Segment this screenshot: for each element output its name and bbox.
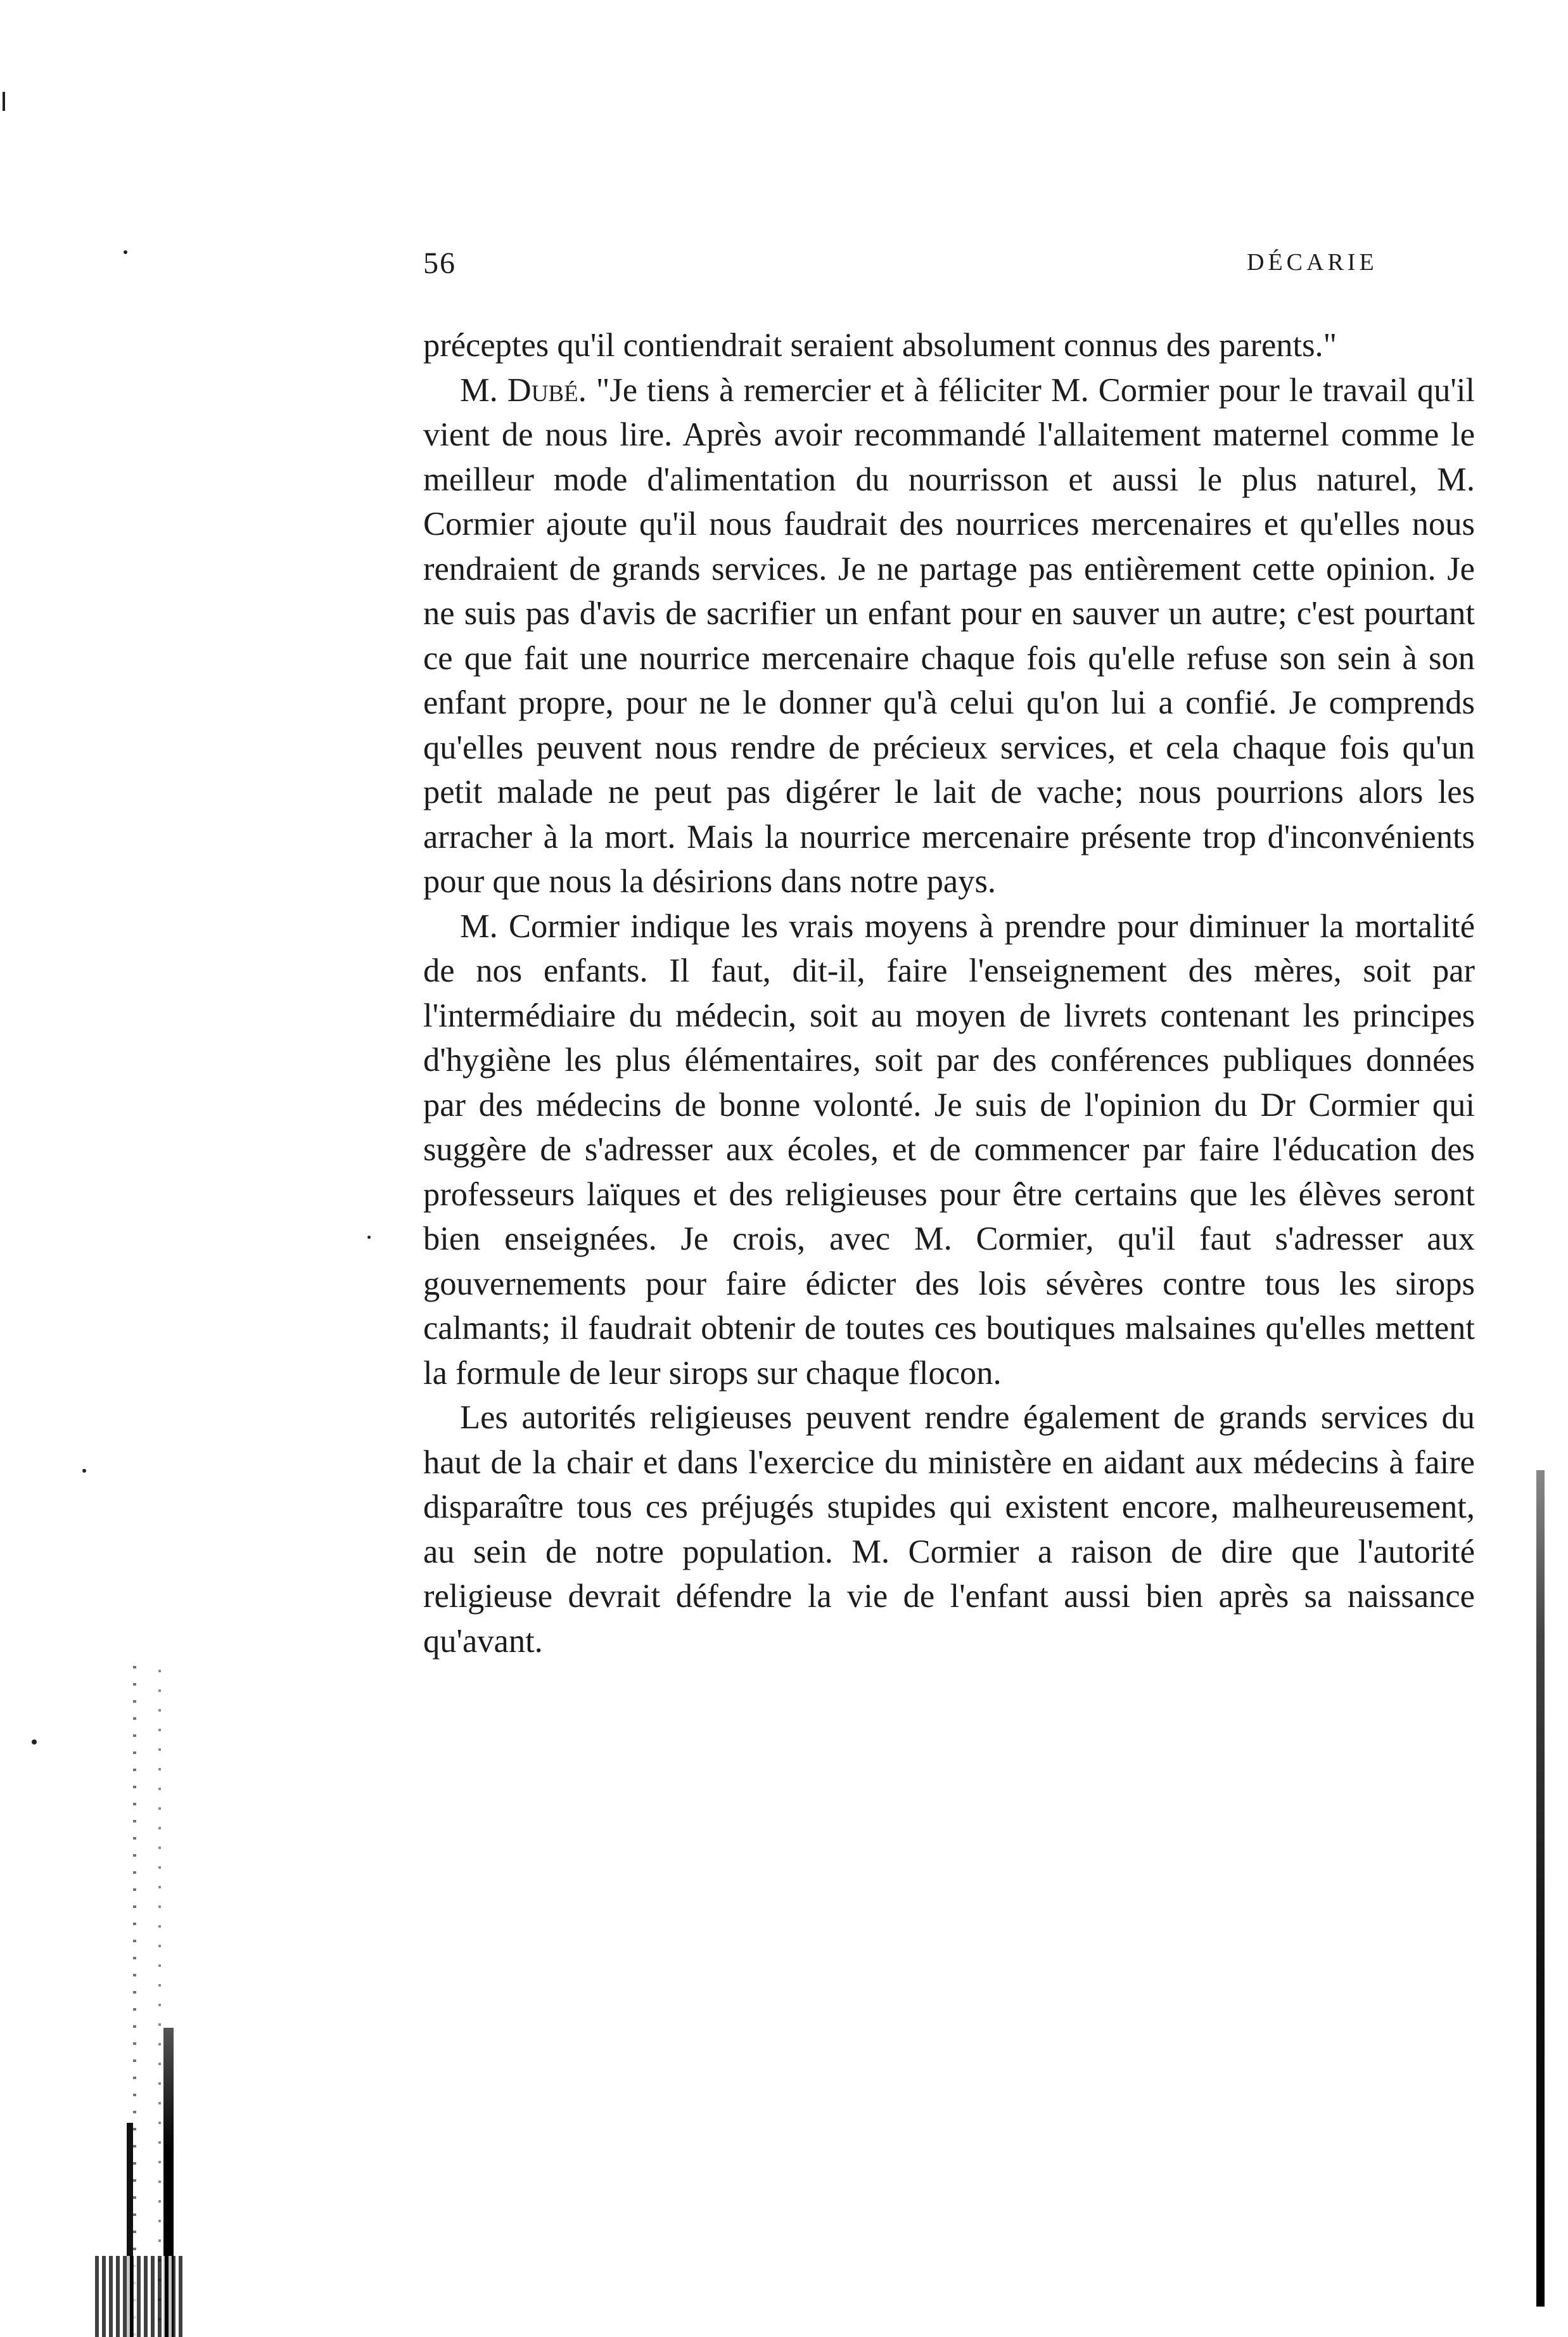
scan-speck	[32, 1739, 37, 1745]
scan-mark	[3, 92, 5, 111]
running-title: DÉCARIE	[1247, 249, 1378, 276]
binding-edge-right	[1536, 1470, 1545, 2307]
binding-edge-left-noise	[95, 2256, 184, 2337]
scan-speck	[82, 1469, 86, 1473]
page-number: 56	[423, 247, 456, 280]
speaker-name: M. Dubé.	[460, 371, 587, 409]
body-text	[423, 323, 1475, 1663]
scan-speck	[367, 1236, 371, 1239]
running-head	[423, 246, 1472, 284]
paragraph-text: "Je tiens à remercier et à féliciter M. Cormier pour le travail qu'il vient de nous lire. Après avoir recommandé l'allaitement maternel comme le meilleur mode d'alimentation du nourrisson et aussi le plus naturel, M. Cormier ajoute qu'il nous faudrait des nourrices mercenaires et qu'elles nous rendraient de grands services. Je ne partage pas entièrement cette opinion. Je ne suis pas d'avis de sacrifier un enfant pour en sauver un autre; c'est pourtant ce que fait une nourrice mercenaire chaque fois qu'elle refuse son sein à son enfant propre, pour ne le donner qu'à celui qu'on lui a confié. Je comprends qu'elles peuvent nous rendre de précieux services, et cela chaque fois qu'un petit malade ne peut pas digérer le lait de vache; nous pourrions alors les arracher à la mort. Mais la nourrice mercenaire présente trop d'inconvénients pour que nous la désirions dans notre pays.	[423, 371, 1475, 900]
paragraph: préceptes qu'il contiendrait seraient absolument connus des parents."	[423, 327, 1337, 364]
paragraph	[423, 368, 1475, 904]
paragraph: M. Cormier indique les vrais moyens à prendre pour diminuer la mortalité de nos enfants. Il faut, dit-il, faire l'enseignement des mères, soit par l'intermédiaire du médecin, soit au moyen de livrets contenant les principes d'hygiène les plus élémentaires, soit par des conférences publiques données par des médecins de bonne volonté. Je suis de l'opinion du Dr Cormier qui suggère de s'adresser aux écoles, et de commencer par faire l'éducation des professeurs laïques et des religieuses pour être certains que les élèves seront bien enseignées. Je crois, avec M. Cormier, qu'il faut s'adresser aux gouvernements pour faire édicter des lois sévères contre tous les sirops calmants; il faudrait obtenir de toutes ces boutiques malsaines qu'elles mettent la formule de leur sirops sur chaque flocon.	[423, 907, 1475, 1392]
scan-speck	[124, 250, 127, 254]
paragraph: Les autorités religieuses peuvent rendre également de grands services du haut de la chair et dans l'exercice du ministère en aidant aux médecins à faire disparaître tous ces préjugés stupides qui existent encore, malheureusement, au sein de notre population. M. Cormier a raison de dire que l'autorité religieuse devrait défendre la vie de l'enfant aussi bien après sa naissance qu'avant.	[423, 1399, 1475, 1660]
